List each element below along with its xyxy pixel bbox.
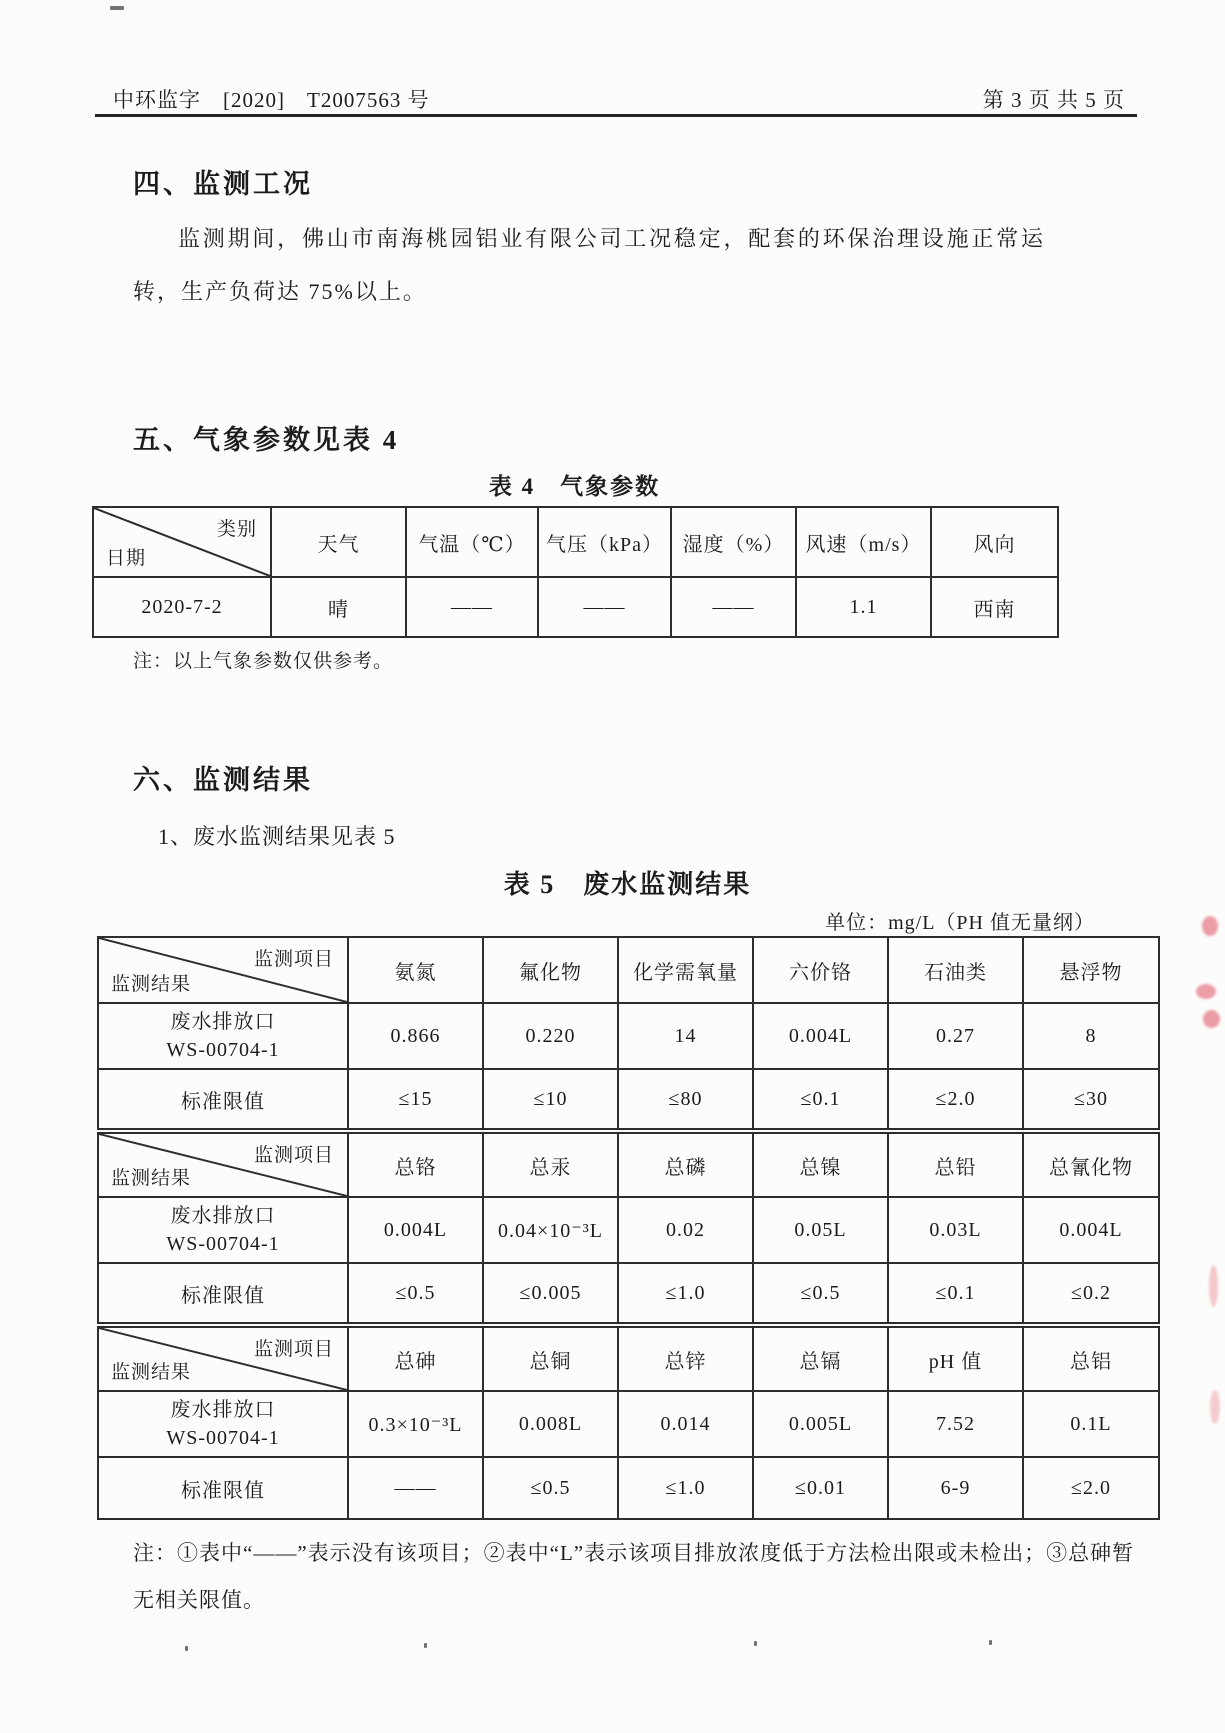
scan-speck <box>424 1643 427 1648</box>
red-scan-mark <box>1203 1010 1220 1028</box>
value-cell: 西南 <box>931 577 1058 637</box>
diagonal-label-result: 监测结果 <box>111 974 192 995</box>
limit-cell: ≤2.0 <box>888 1069 1023 1131</box>
table5-unit: 单位：mg/L（PH 值无量纲） <box>825 912 1095 934</box>
column-header: 化学需氧量 <box>618 937 753 1003</box>
scan-speck <box>110 6 124 10</box>
table5-diagonal-cell <box>98 1325 348 1391</box>
diagonal-label-result: 监测结果 <box>111 1362 192 1383</box>
diagonal-label-category: 类别 <box>216 519 257 540</box>
table4-note: 注：以上气象参数仅供参考。 <box>133 651 394 672</box>
wastewater-results-table <box>97 936 1160 1520</box>
limit-label-cell: 标准限值 <box>98 1069 348 1131</box>
column-header: 总镍 <box>753 1131 888 1197</box>
section-6-title: 六、监测结果 <box>133 765 313 795</box>
column-header: 石油类 <box>888 937 1023 1003</box>
column-header: 总铜 <box>483 1325 618 1391</box>
limit-cell: ≤80 <box>618 1069 753 1131</box>
column-header: 总铝 <box>1023 1325 1159 1391</box>
result-cell: 0.05L <box>753 1197 888 1263</box>
value-cell: 1.1 <box>796 577 931 637</box>
section-5-title: 五、气象参数见表 4 <box>133 425 400 455</box>
column-header: 六价铬 <box>753 937 888 1003</box>
result-cell: 0.02 <box>618 1197 753 1263</box>
result-cell: 8 <box>1023 1003 1159 1069</box>
result-cell: 0.004L <box>1023 1197 1159 1263</box>
red-scan-mark <box>1196 984 1216 999</box>
result-cell: 0.005L <box>753 1391 888 1457</box>
table5-note: 注：①表中“——”表示没有该项目；②表中“L”表示该项目排放浓度低于方法检出限或未检出；③总砷暂无相关限值。 <box>133 1541 1135 1612</box>
column-header: pH 值 <box>888 1325 1023 1391</box>
limit-cell: ≤1.0 <box>618 1457 753 1519</box>
diagonal-label-result: 监测结果 <box>111 1168 192 1189</box>
page-indicator: 第 3 页 共 5 页 <box>982 88 1125 112</box>
limit-cell: ≤2.0 <box>1023 1457 1159 1519</box>
limit-cell: ≤0.5 <box>483 1457 618 1519</box>
column-header: 总砷 <box>348 1325 483 1391</box>
scan-speck <box>185 1646 188 1651</box>
section-4-paragraph: 监测期间，佛山市南海桃园铝业有限公司工况稳定，配套的环保治理设施正常运转，生产负荷达 75%以上。 <box>133 226 1045 304</box>
table5-caption: 表 5 废水监测结果 <box>503 870 752 899</box>
limit-cell: ≤0.1 <box>888 1263 1023 1325</box>
column-header: 天气 <box>271 507 406 577</box>
limit-cell: —— <box>348 1457 483 1519</box>
diagonal-label-item: 监测项目 <box>253 1339 334 1360</box>
red-scan-mark <box>1209 1265 1218 1307</box>
column-header: 气压（kPa） <box>538 507 671 577</box>
result-cell: 0.220 <box>483 1003 618 1069</box>
doc-number: 中环监字 [2020] T2007563 号 <box>113 88 430 112</box>
limit-cell: ≤10 <box>483 1069 618 1131</box>
outlet-name: 废水排放口 <box>170 1205 276 1227</box>
column-header: 氟化物 <box>483 937 618 1003</box>
section-6-subtitle: 1、废水监测结果见表 5 <box>158 824 396 849</box>
table5-diagonal-cell <box>98 937 348 1003</box>
result-cell: 0.04×10⁻³L <box>483 1197 618 1263</box>
outlet-name: 废水排放口 <box>170 1011 276 1033</box>
limit-cell: ≤0.5 <box>753 1263 888 1325</box>
result-cell: 0.004L <box>753 1003 888 1069</box>
column-header: 总汞 <box>483 1131 618 1197</box>
result-cell: 0.27 <box>888 1003 1023 1069</box>
column-header: 总镉 <box>753 1325 888 1391</box>
column-header: 风向 <box>931 507 1058 577</box>
value-cell: 晴 <box>271 577 406 637</box>
table4-caption: 表 4 气象参数 <box>488 474 661 499</box>
column-header: 风速（m/s） <box>796 507 931 577</box>
value-cell: —— <box>538 577 671 637</box>
table4-diagonal-cell <box>93 507 271 577</box>
limit-label-cell: 标准限值 <box>98 1457 348 1519</box>
date-cell: 2020-7-2 <box>93 577 271 637</box>
column-header: 总铬 <box>348 1131 483 1197</box>
limit-cell: ≤0.2 <box>1023 1263 1159 1325</box>
column-header: 总锌 <box>618 1325 753 1391</box>
red-scan-mark <box>1210 1390 1220 1424</box>
scan-speck <box>754 1641 757 1646</box>
diagonal-label-item: 监测项目 <box>253 949 334 970</box>
red-scan-mark <box>1202 916 1218 936</box>
limit-cell: ≤15 <box>348 1069 483 1131</box>
result-cell: 7.52 <box>888 1391 1023 1457</box>
outlet-label-cell <box>98 1391 348 1457</box>
limit-cell: ≤30 <box>1023 1069 1159 1131</box>
result-cell: 0.008L <box>483 1391 618 1457</box>
column-header: 总磷 <box>618 1131 753 1197</box>
column-header: 氨氮 <box>348 937 483 1003</box>
result-cell: 0.03L <box>888 1197 1023 1263</box>
column-header: 悬浮物 <box>1023 937 1159 1003</box>
outlet-label-cell <box>98 1197 348 1263</box>
result-cell: 0.3×10⁻³L <box>348 1391 483 1457</box>
result-cell: 0.014 <box>618 1391 753 1457</box>
diagonal-label-item: 监测项目 <box>253 1145 334 1166</box>
limit-label-cell: 标准限值 <box>98 1263 348 1325</box>
limit-cell: 6-9 <box>888 1457 1023 1519</box>
result-cell: 14 <box>618 1003 753 1069</box>
result-cell: 0.1L <box>1023 1391 1159 1457</box>
column-header: 总铅 <box>888 1131 1023 1197</box>
limit-cell: ≤0.1 <box>753 1069 888 1131</box>
limit-cell: ≤0.01 <box>753 1457 888 1519</box>
column-header: 总氰化物 <box>1023 1131 1159 1197</box>
outlet-code: WS-00704-1 <box>166 1039 280 1061</box>
outlet-code: WS-00704-1 <box>166 1233 280 1255</box>
table5-diagonal-cell <box>98 1131 348 1197</box>
result-cell: 0.004L <box>348 1197 483 1263</box>
outlet-code: WS-00704-1 <box>166 1427 280 1449</box>
scan-speck <box>989 1640 992 1645</box>
header-rule <box>95 114 1137 117</box>
column-header: 湿度（%） <box>671 507 796 577</box>
diagonal-label-date: 日期 <box>106 548 147 569</box>
outlet-label-cell <box>98 1003 348 1069</box>
value-cell: —— <box>406 577 538 637</box>
limit-cell: ≤0.005 <box>483 1263 618 1325</box>
weather-table <box>92 506 1059 638</box>
outlet-name: 废水排放口 <box>170 1399 276 1421</box>
result-cell: 0.866 <box>348 1003 483 1069</box>
section-4-title: 四、监测工况 <box>133 169 313 199</box>
limit-cell: ≤0.5 <box>348 1263 483 1325</box>
limit-cell: ≤1.0 <box>618 1263 753 1325</box>
column-header: 气温（℃） <box>406 507 538 577</box>
value-cell: —— <box>671 577 796 637</box>
